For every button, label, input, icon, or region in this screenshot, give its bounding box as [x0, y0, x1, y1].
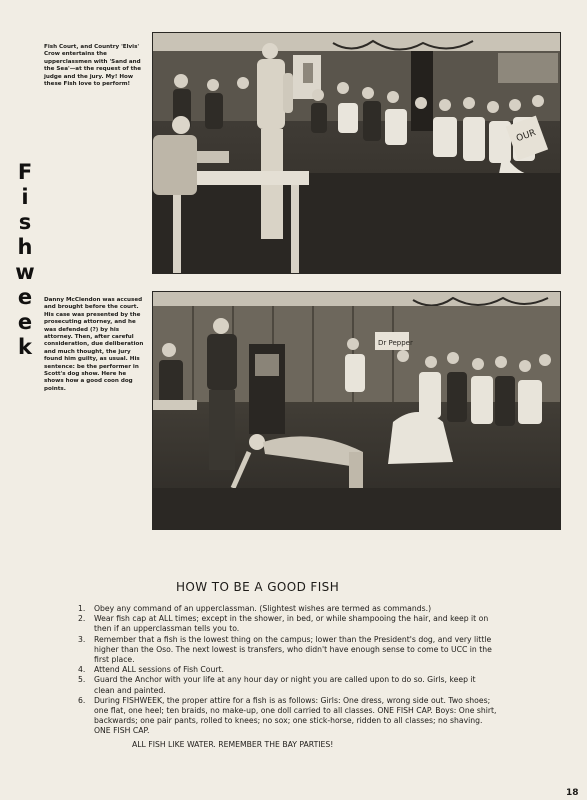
vertical-title-letter: e [17, 285, 33, 309]
section-title: HOW TO BE A GOOD FISH [176, 580, 340, 594]
rule-number: 3. [78, 634, 86, 644]
photo-caption-middle: Danny McClendon was accused and brought before the court. His case was presented by the prosecuting attorney, and he was defended (?) by his attorney. Then, after careful consideration, due deliberation and much thought, the jury found him guilty, as usual. His sentence: be the performer in Scott's dog show. Here he shows how a good coon dog points. [44, 297, 144, 392]
rule-item [78, 665, 498, 675]
photo-sign-text: OUR [515, 127, 538, 145]
rule-number: 6. [78, 695, 86, 705]
rule-item [78, 604, 498, 614]
rule-item [78, 635, 498, 666]
rule-number: 1. [78, 604, 86, 613]
rule-item [78, 614, 498, 634]
rules-list [78, 604, 498, 737]
rule-text: During FISHWEEK, the proper attire for a fish is as follows: Girls: One dress, wrong side out. Two shoes; one flat, one heel; ten braids, no make-up, one doll carried to all classes. ONE FISH CAP. Boys: One shirt, backwards; one pair pants, rolled to knees; no sox; one stick-horse, ridden to all classes; no shaving. ONE FISH CAP. [94, 695, 497, 736]
rule-text: Attend ALL sessions of Fish Court. [94, 665, 224, 675]
rule-text: Guard the Anchor with your life at any hour day or night you are called upon to do so. Girls, keep it clean and painted. [94, 675, 476, 695]
vertical-title-letter: h [17, 235, 33, 259]
photo-sign-drpepper: Dr Pepper [378, 339, 413, 347]
vertical-title-letter: k [18, 335, 32, 359]
vertical-title-letter: w [15, 260, 35, 284]
vertical-title-fishweek [14, 160, 36, 360]
rule-item [78, 696, 498, 737]
rule-text: Remember that a fish is the lowest thing on the campus; lower than the President's dog, and very little higher than the Oso. The next lowest is transfers, who didn't have enough sense to come to UCC in the first place. [94, 634, 492, 665]
rule-number: 5. [78, 675, 86, 685]
rule-number: 4. [78, 665, 86, 675]
photo-coon-dog-sentence [152, 291, 561, 530]
vertical-title-letter: i [21, 185, 29, 209]
rule-text: Wear fish cap at ALL times; except in the shower, in bed, or while shampooing the hair, and keep it on then if an upperclassman tells you to. [94, 614, 489, 634]
photo-bottom-illustration [153, 292, 560, 529]
photo-fish-court-elvis [152, 32, 561, 274]
rule-item [78, 675, 498, 695]
rule-number: 2. [78, 614, 86, 624]
vertical-title-letter: F [17, 160, 33, 184]
vertical-title-letter: s [18, 210, 32, 234]
page-number: 18 [566, 788, 579, 798]
rule-text: Obey any command of an upperclassman. (Slightest wishes are termed as commands.) [94, 604, 432, 613]
photo-top-illustration [153, 33, 560, 273]
closing-slogan: ALL FISH LIKE WATER. REMEMBER THE BAY PARTIES! [132, 740, 334, 749]
photo-caption-top: Fish Court, and Country 'Elvis' Crow entertains the upperclassmen with 'Sand and the Sea'—at the request of the judge and the jury. My! How these Fish love to perform! [44, 44, 142, 88]
vertical-title-letter: e [17, 310, 33, 334]
